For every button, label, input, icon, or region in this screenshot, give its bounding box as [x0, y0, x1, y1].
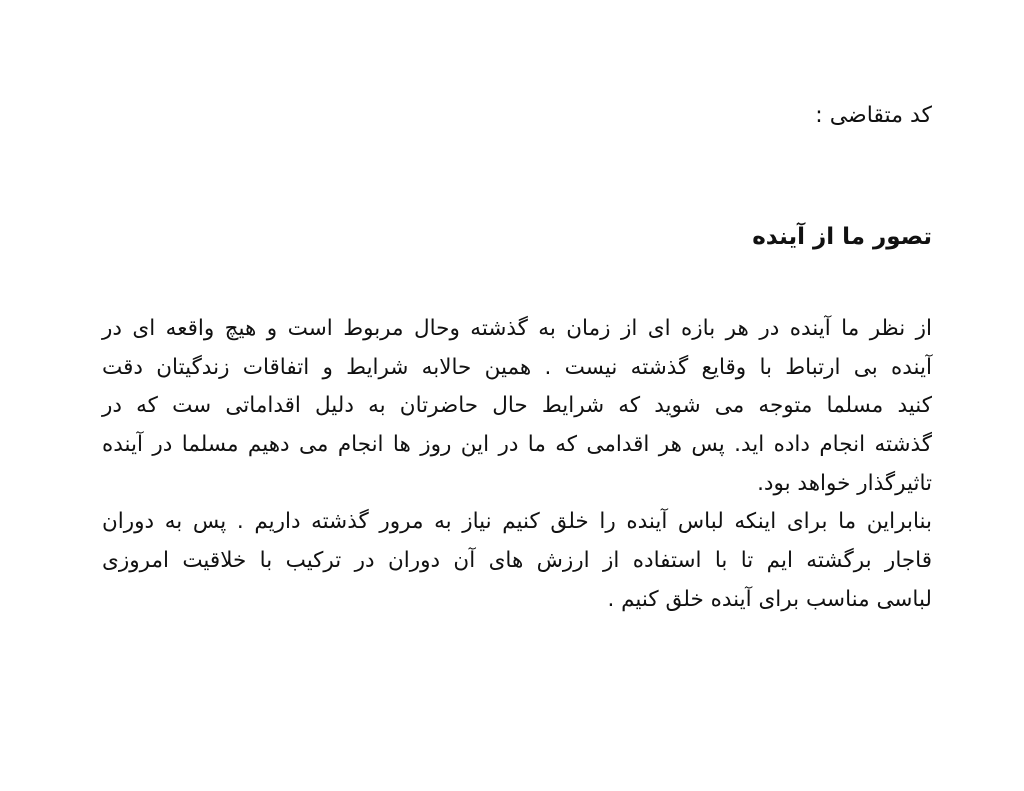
page-title: تصور ما از آینده [752, 224, 932, 250]
paragraph-line: قاجار برگشته ایم تا با استفاده از ارزش های آن دوران در ترکیب با خلاقیت امروزی [102, 548, 932, 574]
paragraph-line: آینده بی ارتباط با وقایع گذشته نیست . همین حالابه شرایط و اتفاقات زندگیتان دقت [102, 354, 932, 380]
body-paragraph [102, 310, 932, 620]
paragraph-line: کنید مسلما متوجه می شوید که شرایط حال حاضرتان به دلیل اقداماتی ست که در [102, 393, 932, 419]
paragraph-line: گذشته انجام داده اید. پس هر اقدامی که ما در این روز ها انجام می دهیم مسلما در آینده [102, 432, 932, 458]
paragraph-line: لباسی مناسب برای آینده خلق کنیم . [607, 586, 932, 612]
paragraph-line: از نظر ما آینده در هر بازه ای از زمان به گذشته وحال مربوط است و هیچ واقعه ای در [102, 316, 932, 341]
applicant-code-label: کد متقاضی : [815, 103, 932, 128]
paragraph-line: بنابراین ما برای اینکه لباس آینده را خلق کنیم نیاز به مرور گذشته داریم . پس به دوران [102, 509, 932, 535]
paragraph-line: تاثیرگذار خواهد بود. [757, 470, 932, 496]
